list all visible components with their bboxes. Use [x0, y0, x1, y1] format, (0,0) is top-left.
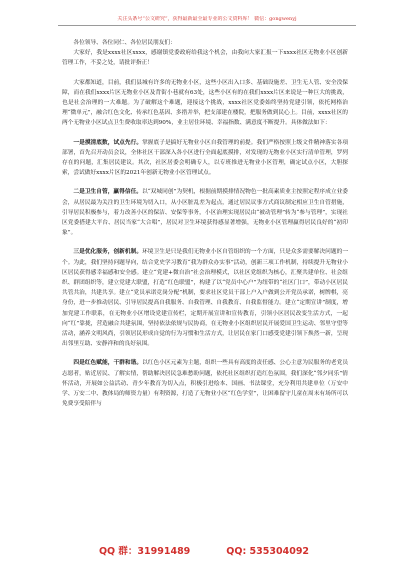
- greeting: 各位领导、各位同仁、各位居民朋友们：: [73, 40, 176, 46]
- footer-qq-group: QQ 群：31991489: [98, 546, 191, 557]
- footer-contact: [0, 546, 408, 558]
- section-3: [62, 247, 348, 349]
- section-4: [62, 358, 348, 409]
- header-notice: 关注头条号“公文研究”，获得最新最全最专业的公文资料库！ 微信：gongwenyj: [58, 16, 356, 26]
- section-4-heading: 四是红色赋能，干群和谐。: [73, 360, 143, 367]
- section-3-body: 环境卫生是只是我们无物业小区自管组织的一个方面，只是众多需要解决问题的一个。为此，我们坚持问题导向，结合党史学习教育“我为群众办实事”活动，创新三项工作机制，持续提升无物业小区居民获得感幸福感和安全感。建立“党建+微自治”社会治理模式，以社区党组织为核心，汇聚共建单位、社会组织、群团组织等，建立党建大联盟，打造“红色联盟”，构建了以“党员中心户”为纽带的“社区门口”，带动小区居民共管共治，共建共享。建立“党员承诺竞岗分配”机制，要求社区党员干部上户入户做到公开党员承诺，树牌棋，亮身份，进一步推动居民、引导居民提高自我服务、自我管理、自我教育、自我监督能力。建立“定期宣讲”制度，增加党建工作联系，在无物业小区增设党建宣传栏，定期开展宣讲和宣传教育，引领小区居民改变生活方式，一起向“红”靠拢，营造融合共建氛围，坚持依法依规与民协商，在无物业小区组织居民开展爱国卫生运动、邻里守望等活动，涵养文明风尚，引领居民形成自觉的行为习惯和生活方式，让居民在家门口感受党建引领下焕然一新，呈现出邻里互助、安静祥和的良好氛围。: [62, 249, 348, 348]
- section-3-heading: 三是优化服务，创新机制。: [73, 249, 143, 256]
- section-1-body: 掌握底子是搞好无物业小区自我管理的前提。我们严格按照上级文件精神落实各项部署，首先召开动员会议，全体社区干部深入各小区进行全面起底摸排，对发现的无物业小区实行清单管理，罗列存在的问题，汇集居民建议。其次，社区居委会明确专人，以专班推进无物业小区管理，确定试点小区，大胆探索，尝试做好xxxx片区的2021年创新无物业小区管理试点。: [62, 139, 348, 177]
- footer-qq-number: QQ: 535304092: [226, 546, 310, 557]
- section-2-body: 以“双城同创”为契机，根据前期摸排情况物色一批高素质业主按照定程序成立业委会，从居民最为关注的卫生环境为切入口，从小区脏乱差为起点，通过居民议事方式商议制定相应卫生自管措施，引导居民积极参与，着力改善小区的保洁、安保等事务，小区治理实现居民由“被动管理”转为“参与管理”，实现社区党委搭建大平台、居民当家“大合唱”，居民对卫生环境获得感显著增强，无物业小区管理赢得居民良好的“初印象”。: [62, 189, 348, 237]
- section-2: [62, 187, 348, 238]
- paragraph-background: 大家都知道，目前，我们县城有许多的无物业小区，这些小区出入口多、基础设施差、卫生无人管、安全没保障，而在我们xxxx片区无物业小区及背街小巷就有63处，这些小区有的在我们xxxx片区来说是一种巨大的挑战，也是社会治理的一大难题。为了破解这个难题，迎接这个挑战，xxxx社区党委始终坚持党建引领，依托网格治理“微单元”，融合红色文化、传承红色基因、多措并举，把支部建在楼院，把服务做到民心上。目前，xxxx社区的两个无物业小区试点卫生费收取率达到90%，业主居住环境、幸福指数、满意度不断提升。具体做法如下：: [62, 79, 348, 127]
- section-1-heading: 一是摸清底数，试点先行。: [73, 139, 143, 146]
- section-4-body: 以红色小区元素为主题，组织一些具有高度的责任感、公心主意为民服务的老党员志愿者，贴近居民、了解实情，帮助解决居民急难愁盼问题，依托社区组织打造红色氛围，我们深化“邻夕同乐”情怀活动，开展如公益活动、青少年教育为切入点，积极引进绘本、国画、书法课堂，充分利用共建单位（万安中学、万安二中、教体局的师资力量）有利资源，打造了无物业小区“红色学堂”，让困难留守儿童在周末有场所可以免费享受陪伴与: [62, 360, 348, 408]
- section-2-heading: 二是卫生自管，赢得信任。: [73, 189, 143, 196]
- document-body: [62, 38, 348, 531]
- section-1: [62, 138, 348, 179]
- paragraph-intro: 大家好，我是xxxx社区xxxx，感谢镇党委政府给我这个机会，由我向大家汇报一下xxxx社区无物业小区创新管理工作，不妥之处，请批评指正！: [62, 50, 348, 67]
